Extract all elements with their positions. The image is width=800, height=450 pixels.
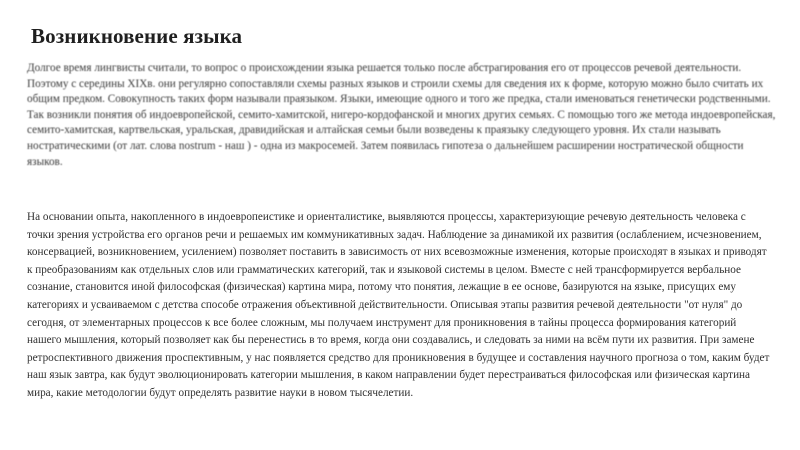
page-title: Возникновение языка bbox=[31, 24, 243, 48]
paragraph-1: Долгое время лингвисты считали, то вопрос о происхождении языка решается только после абстрагирования его от процессов речевой деятельности. Поэтому с середины XIXв. они регулярно сопоставляли схемы разных языков и строили схемы для сведения их к форме, которую можно было считать их общим предком. Совокупность таких форм называли праязыком. Языки, имеющие одного и того же предка, стали именоваться генетически родственными. Так возникли понятия об индоевропейской, семито-хамитской, нигеро-кордофанской и многих других семьях. С помощью того же метода индоевропейская, семито-хамитская, картвельская, уральская, дравидийская и алтайская семьи были возведены к праязыку следующего уровня. Их стали называть ностратическими (от лат. слова nostrum - наш ) - одна из макросемей. Затем появилась гипотеза о дальнейшем расширении ностратической общности языков. bbox=[27, 62, 776, 168]
paragraph-2: На основании опыта, накопленного в индоевропеистике и ориенталистике, выявляются процессы, характеризующие речевую деятельность человека с точки зрения устройства его органов речи и решаемых им коммуникативных задач. Наблюдение за динамикой их развития (ослаблением, исчезновением, консервацией, возникновением, усилением) позволяет поставить в зависимость от них всевозможные изменения, которые происходят в языках и приводят к преобразованиям как отдельных слов или грамматических категорий, так и языковой системы в целом. Вместе с ней трансформируется вербальное сознание, становится иной философская (физическая) картина мира, потому что понятия, лежащие в ее основе, базируются на языке, присущих ему категориях и усваиваемом с детства способе отражения объективной действительности. Описывая этапы развития речевой деятельности "от нуля" до сегодня, от элементарных процессов к все более сложным, мы получаем инструмент для проникновения в тайны процесса формирования категорий нашего мышления, который позволяет как бы перенестись в то время, когда они создавались, и следовать за ними на всём пути их развития. При замене ретроспективного движения проспективным, у нас появляется средство для проникновения в будущее и составления научного прогноза о том, каким будет наш язык завтра, как будут эволюционировать категории мышления, в каком направлении будет перестраиваться философская или физическая картина мира, какие методологии будут определять развитие науки в новом тысячелетии. bbox=[27, 211, 770, 399]
